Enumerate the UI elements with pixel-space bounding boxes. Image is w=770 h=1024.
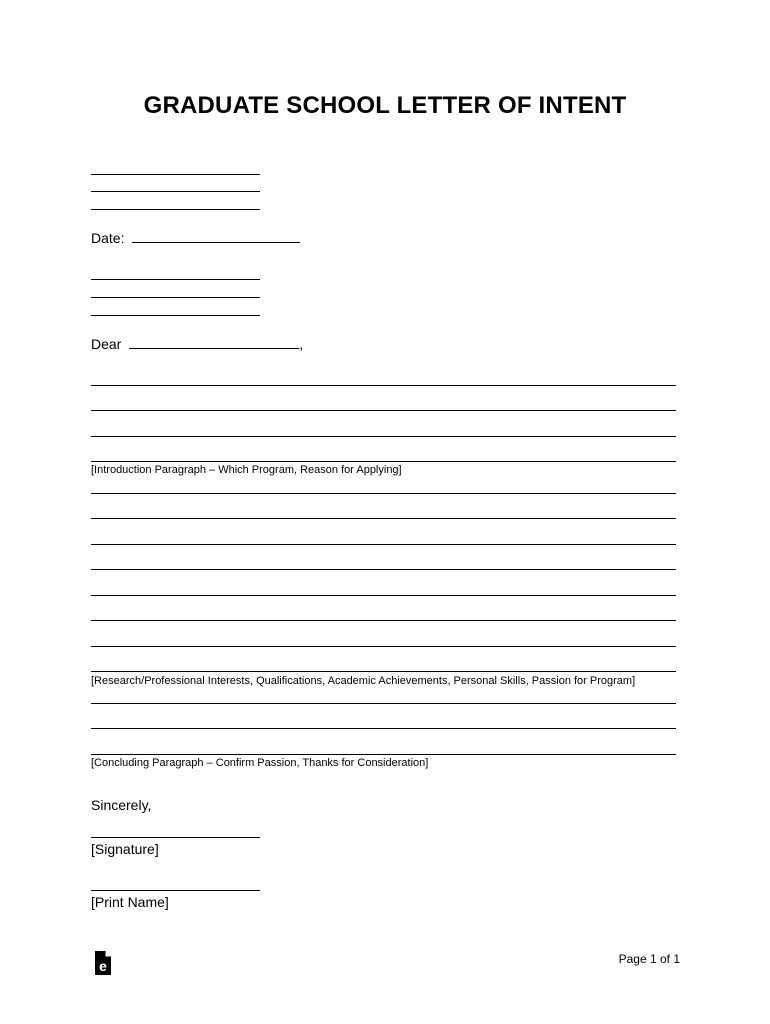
salutation-comma: , (299, 336, 304, 352)
print-name-line[interactable] (91, 890, 260, 891)
print-name-label: [Print Name] (91, 894, 169, 910)
body-line-7[interactable] (91, 646, 676, 647)
recipient-name-field[interactable] (129, 336, 299, 349)
body-line-4[interactable] (91, 569, 676, 570)
esign-logo-icon (93, 950, 113, 976)
date-field[interactable] (132, 230, 300, 243)
dear-label: Dear (91, 336, 122, 352)
intro-line-1[interactable] (91, 385, 676, 386)
signature-label: [Signature] (91, 841, 159, 857)
body-line-6[interactable] (91, 620, 676, 621)
body-line-3[interactable] (91, 544, 676, 545)
logo-letter: e (99, 958, 107, 974)
sender-address-line-3[interactable] (91, 209, 260, 210)
intro-line-2[interactable] (91, 410, 676, 411)
closing-text: Sincerely, (91, 797, 152, 813)
body-paragraph-caption: [Research/Professional Interests, Qualifications, Academic Achievements, Personal Skills, Passion for Program] (91, 675, 636, 687)
recipient-address-line-3[interactable] (91, 315, 260, 316)
signature-line[interactable] (91, 837, 260, 838)
recipient-address-line-2[interactable] (91, 297, 260, 298)
body-line-1[interactable] (91, 493, 676, 494)
salutation-row (91, 336, 303, 352)
body-line-5[interactable] (91, 595, 676, 596)
sender-address-line-1[interactable] (91, 174, 260, 175)
intro-line-3[interactable] (91, 436, 676, 437)
page-title: GRADUATE SCHOOL LETTER OF INTENT (143, 92, 627, 119)
intro-paragraph-caption: [Introduction Paragraph – Which Program, Reason for Applying] (91, 464, 402, 476)
conclusion-line-2[interactable] (91, 728, 676, 729)
conclusion-paragraph-caption: [Concluding Paragraph – Confirm Passion, Thanks for Consideration] (91, 757, 429, 769)
page-number: Page 1 of 1 (618, 952, 680, 966)
body-line-8[interactable] (91, 671, 676, 672)
date-row (91, 230, 300, 246)
sender-address-line-2[interactable] (91, 191, 260, 192)
conclusion-line-3[interactable] (91, 754, 676, 755)
recipient-address-line-1[interactable] (91, 279, 260, 280)
body-line-2[interactable] (91, 518, 676, 519)
conclusion-line-1[interactable] (91, 703, 676, 704)
date-label: Date: (91, 230, 125, 246)
intro-line-4[interactable] (91, 461, 676, 462)
